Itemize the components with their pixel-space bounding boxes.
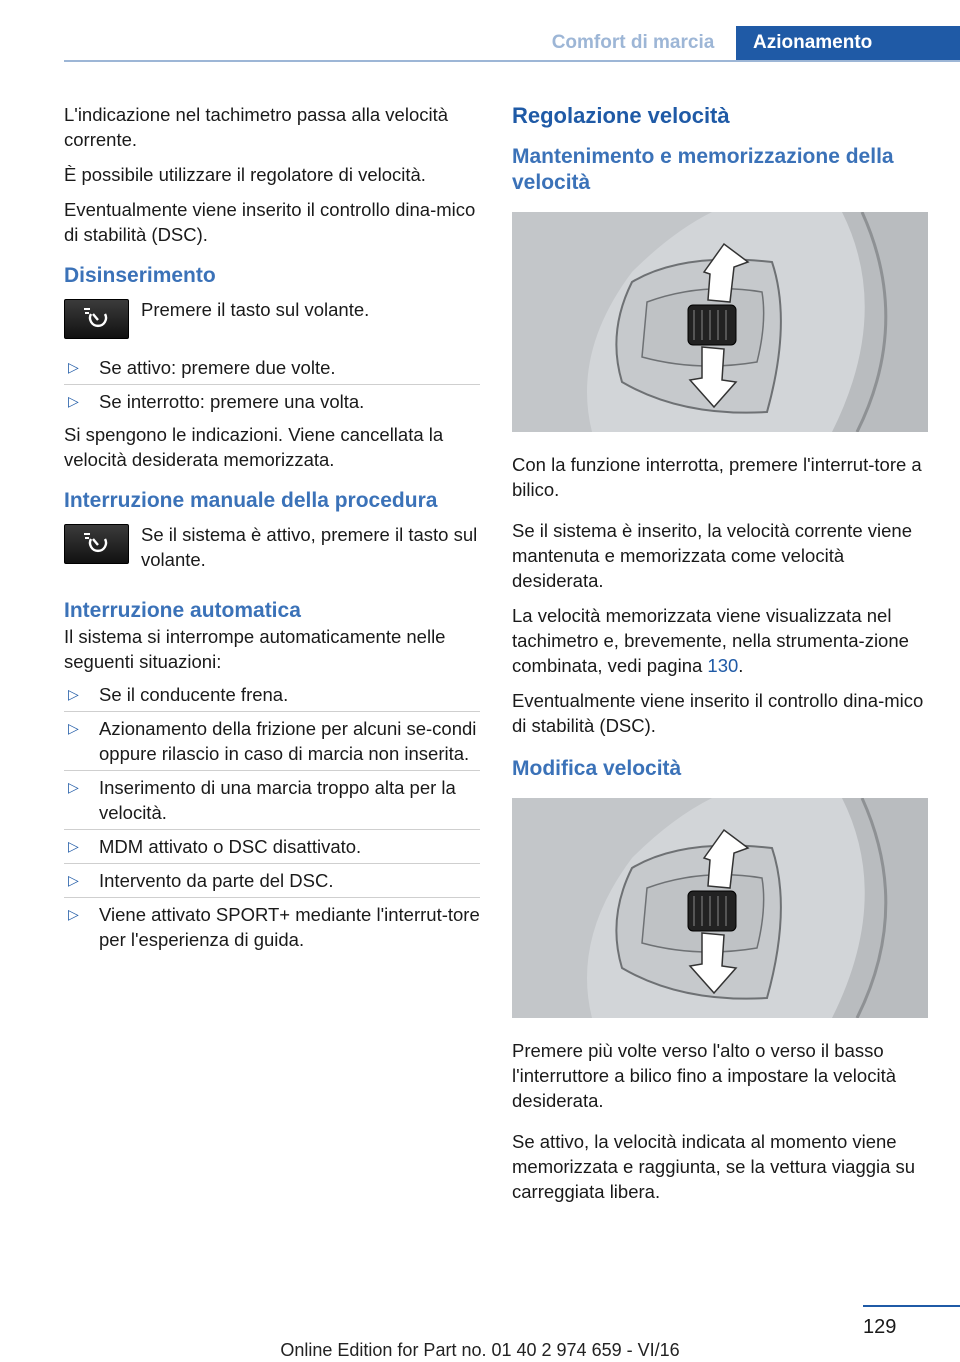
paragraph: Con la funzione interrotta, premere l'interrut‐tore a bilico. [512,454,922,500]
steering-button-image [64,299,129,339]
list-item: ▷ Intervento da parte del DSC. [64,863,480,893]
heading-disinserimento: Disinserimento [64,264,216,287]
page-number: 129 [863,1316,897,1338]
triangle-bullet-icon: ▷ [68,686,79,702]
paragraph: Eventualmente viene inserito il controllo dina‐mico di stabilità (DSC). [64,199,476,245]
right-column [512,102,928,1214]
button-instruction [64,297,480,339]
heading-manuale: Interruzione manuale della procedura [64,489,438,512]
heading-modifica: Modifica velocità [512,757,682,780]
list-item: ▷ MDM attivato o DSC disattivato. [64,829,480,859]
triangle-bullet-icon: ▷ [68,838,79,854]
bullet-list [64,355,480,414]
paragraph: Se il sistema è inserito, la velocità corrente viene mantenuta e memorizzata come velocità desiderata. [512,520,912,591]
triangle-bullet-icon: ▷ [68,872,79,888]
paragraph: La velocità memorizzata viene visualizzata nel tachimetro e, brevemente, nella strumenta‐zione combinata, vedi pagina 130. [512,605,909,676]
steering-button-image [64,524,129,564]
chapter-tab[interactable]: Azionamento [736,26,960,62]
list-item: ▷ Inserimento di una marcia troppo alta per la velocità. [64,770,480,825]
button-instruction-text: Premere il tasto sul volante. [141,299,370,320]
header-rule [64,60,960,62]
button-instruction-text: Se il sistema è attivo, premere il tasto sul volante. [141,524,478,570]
list-item: ▷ Se attivo: premere due volte. [68,357,336,378]
button-instruction [64,522,480,572]
triangle-bullet-icon: ▷ [68,359,79,375]
paragraph: L'indicazione nel tachimetro passa alla velocità corrente. [64,104,449,150]
page-header [0,0,960,62]
page-link[interactable]: 130 [707,655,739,676]
paragraph: Il sistema si interrompe automaticamente nelle seguenti situazioni: [64,626,446,672]
triangle-bullet-icon: ▷ [68,393,79,409]
left-column [64,102,480,960]
bullet-list [64,682,480,952]
rocker-switch-illustration [512,798,928,1018]
speed-limiter-icon [80,530,114,558]
paragraph: È possibile utilizzare il regolatore di velocità. [64,164,426,185]
list-item: ▷ Se interrotto: premere una volta. [64,384,480,414]
paragraph: Eventualmente viene inserito il controllo dina‐mico di stabilità (DSC). [512,690,924,736]
rocker-switch-illustration [512,212,928,432]
list-item: ▷ Azionamento della frizione per alcuni se‐condi oppure rilascio in caso di marcia non inserita. [64,711,480,766]
speed-limiter-icon [80,305,114,333]
paragraph: Premere più volte verso l'alto o verso il basso l'interruttore a bilico fino a impostare la velocità desiderata. [512,1040,896,1111]
paragraph: Se attivo, la velocità indicata al momento viene memorizzata e raggiunta, se la vettura viaggia su carreggiata libera. [512,1131,916,1202]
triangle-bullet-icon: ▷ [68,720,79,736]
triangle-bullet-icon: ▷ [68,779,79,795]
heading-mantenimento: Mantenimento e memorizzazione della velocità [512,145,894,194]
heading-automatica: Interruzione automatica [64,599,301,622]
paragraph: Si spengono le indicazioni. Viene cancellata la velocità desiderata memorizzata. [64,424,444,470]
footer-rule [863,1305,960,1307]
list-item: ▷ Viene attivato SPORT+ mediante l'interrut‐tore per l'esperienza di guida. [64,897,480,952]
heading-regolazione: Regolazione velocità [512,103,730,128]
triangle-bullet-icon: ▷ [68,906,79,922]
list-item: ▷ Se il conducente frena. [68,684,289,705]
edition-footer: Online Edition for Part no. 01 40 2 974 659 - VI/16 [280,1340,680,1360]
section-tab[interactable]: Comfort di marcia [551,32,715,53]
